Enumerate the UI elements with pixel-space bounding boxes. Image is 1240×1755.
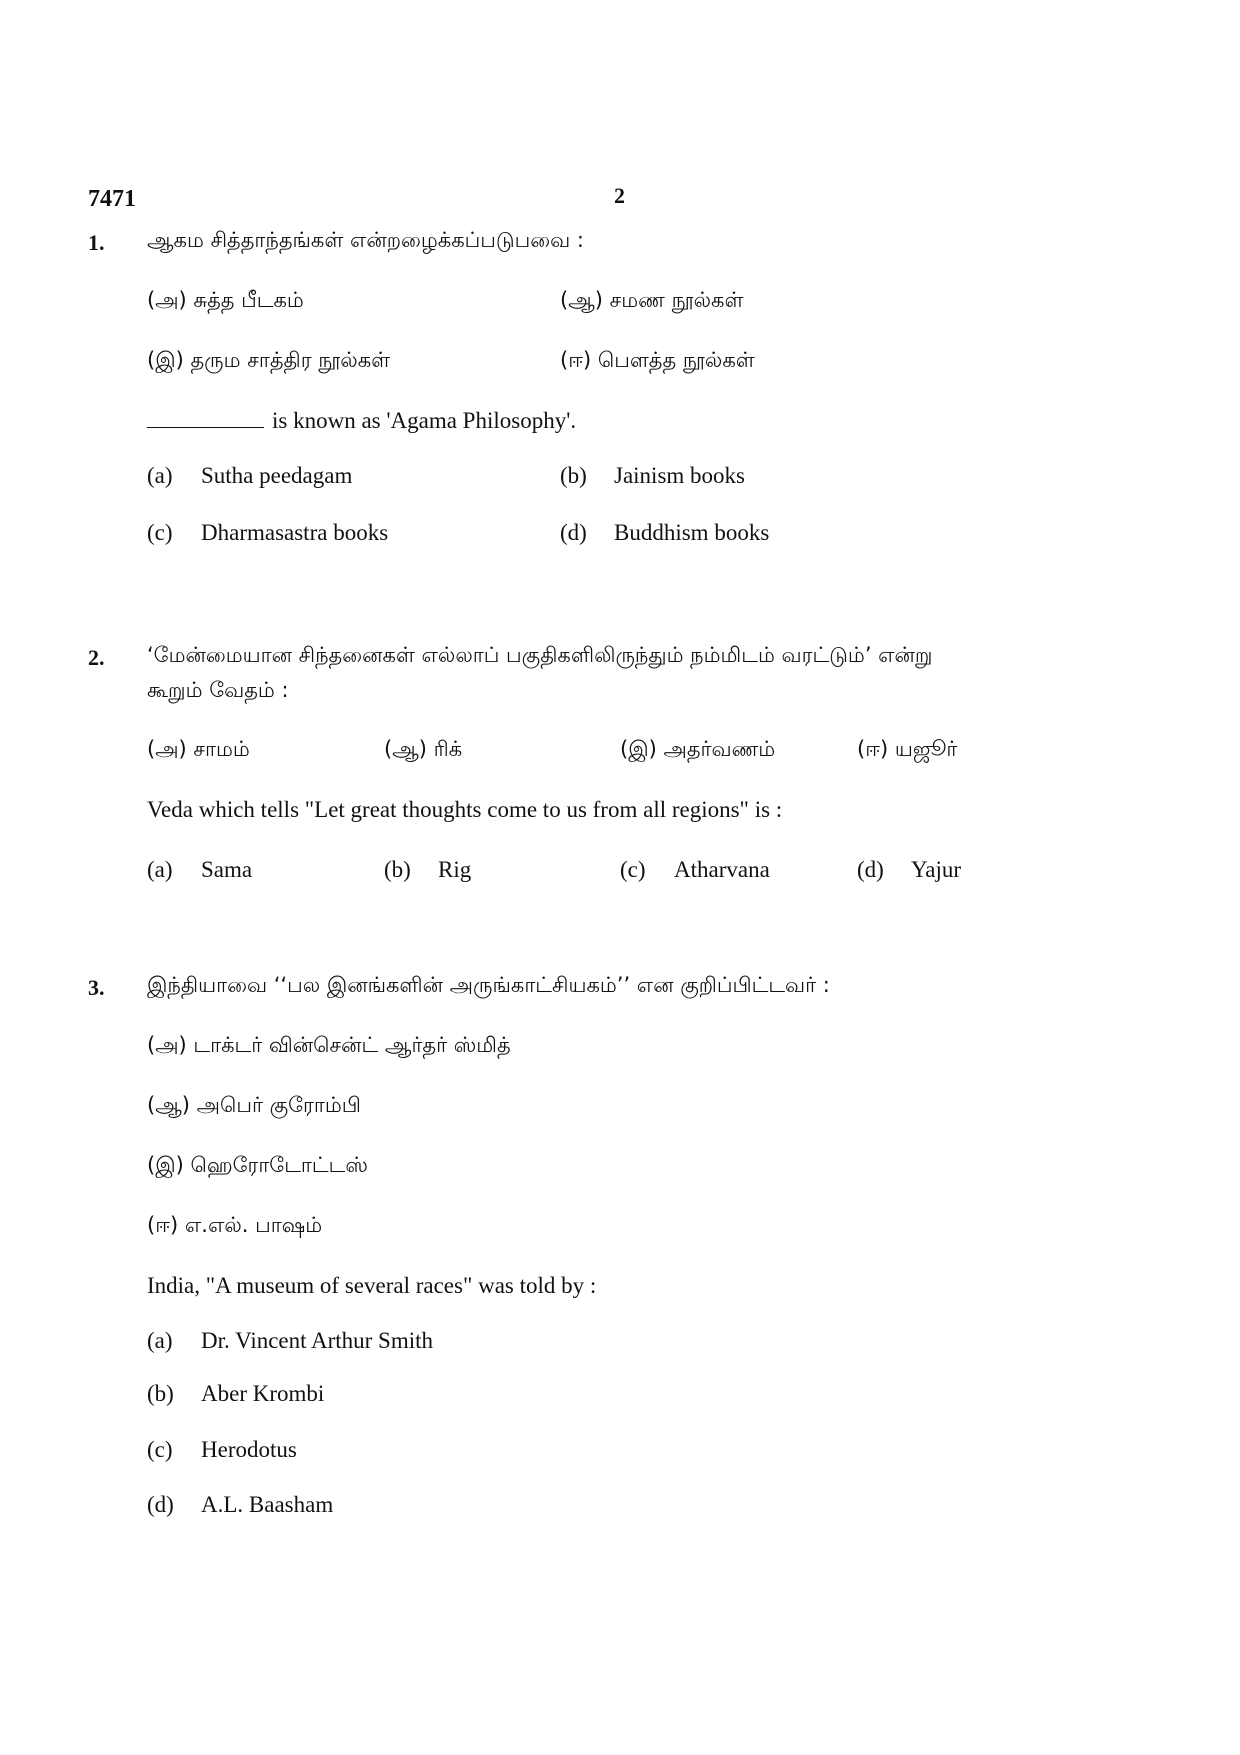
question-2-tamil-line2: கூறும் வேதம் : — [147, 678, 289, 702]
q1-en-option-d: (d) Buddhism books — [560, 520, 770, 545]
page-number: 2 — [614, 183, 625, 208]
question-2-tamil-line1: ‘மேன்மையான சிந்தனைகள் எல்லாப் பகுதிகளிலிருந்தும் நம்மிடம் வரட்டும்’ என்று — [147, 643, 933, 667]
paper-code: 7471 — [88, 186, 136, 212]
q3-en-option-d: (d) A.L. Baasham — [147, 1492, 334, 1517]
q1-en-option-b: (b) Jainism books — [560, 463, 745, 488]
q3-ta-option-a: (அ) டாக்டர் வின்சென்ட் ஆர்தர் ஸ்மித் — [147, 1033, 511, 1057]
q3-en-option-a: (a) Dr. Vincent Arthur Smith — [147, 1328, 434, 1353]
q1-ta-option-c: (இ) தரும சாத்திர நூல்கள் — [147, 348, 391, 372]
q2-ta-option-b: (ஆ) ரிக் — [384, 737, 463, 761]
q3-ta-option-c: (இ) ஹெரோடோட்டஸ் — [147, 1153, 368, 1177]
q2-ta-option-d: (ஈ) யஜூர் — [857, 737, 958, 761]
q2-en-option-a: (a) Sama — [147, 857, 253, 882]
q3-ta-option-b: (ஆ) அபெர் குரோம்பி — [147, 1093, 361, 1117]
q2-en-option-b: (b) Rig — [384, 857, 472, 882]
q1-ta-option-a: (அ) சுத்த பீடகம் — [147, 288, 304, 312]
question-3-english: India, "A museum of several races" was told by : — [147, 1273, 597, 1298]
q3-en-option-b: (b) Aber Krombi — [147, 1381, 325, 1406]
question-2-number: 2. — [88, 645, 105, 670]
q1-ta-option-b: (ஆ) சமண நூல்கள் — [560, 288, 744, 312]
q2-en-option-c: (c) Atharvana — [620, 857, 770, 882]
question-2-english: Veda which tells "Let great thoughts come to us from all regions" is : — [147, 797, 783, 822]
q1-ta-option-d: (ஈ) பௌத்த நூல்கள் — [560, 348, 755, 372]
q1-en-option-a: (a) Sutha peedagam — [147, 463, 353, 488]
q3-en-option-c: (c) Herodotus — [147, 1437, 297, 1462]
fill-blank — [147, 409, 264, 428]
q2-en-option-d: (d) Yajur — [857, 857, 962, 882]
q1-en-option-c: (c) Dharmasastra books — [147, 520, 389, 545]
q3-ta-option-d: (ஈ) எ.எல். பாஷம் — [147, 1213, 323, 1237]
question-1-tamil: ஆகம சித்தாந்தங்கள் என்றழைக்கப்படுபவை : — [147, 228, 584, 252]
question-1-english: is known as 'Agama Philosophy'. — [147, 408, 576, 434]
question-3-tamil: இந்தியாவை ‘‘பல இனங்களின் அருங்காட்சியகம்’’ என குறிப்பிட்டவர் : — [147, 973, 830, 997]
q2-ta-option-a: (அ) சாமம் — [147, 737, 250, 761]
q2-ta-option-c: (இ) அதர்வணம் — [620, 737, 776, 761]
question-3-number: 3. — [88, 975, 105, 1000]
question-1-number: 1. — [88, 230, 105, 255]
